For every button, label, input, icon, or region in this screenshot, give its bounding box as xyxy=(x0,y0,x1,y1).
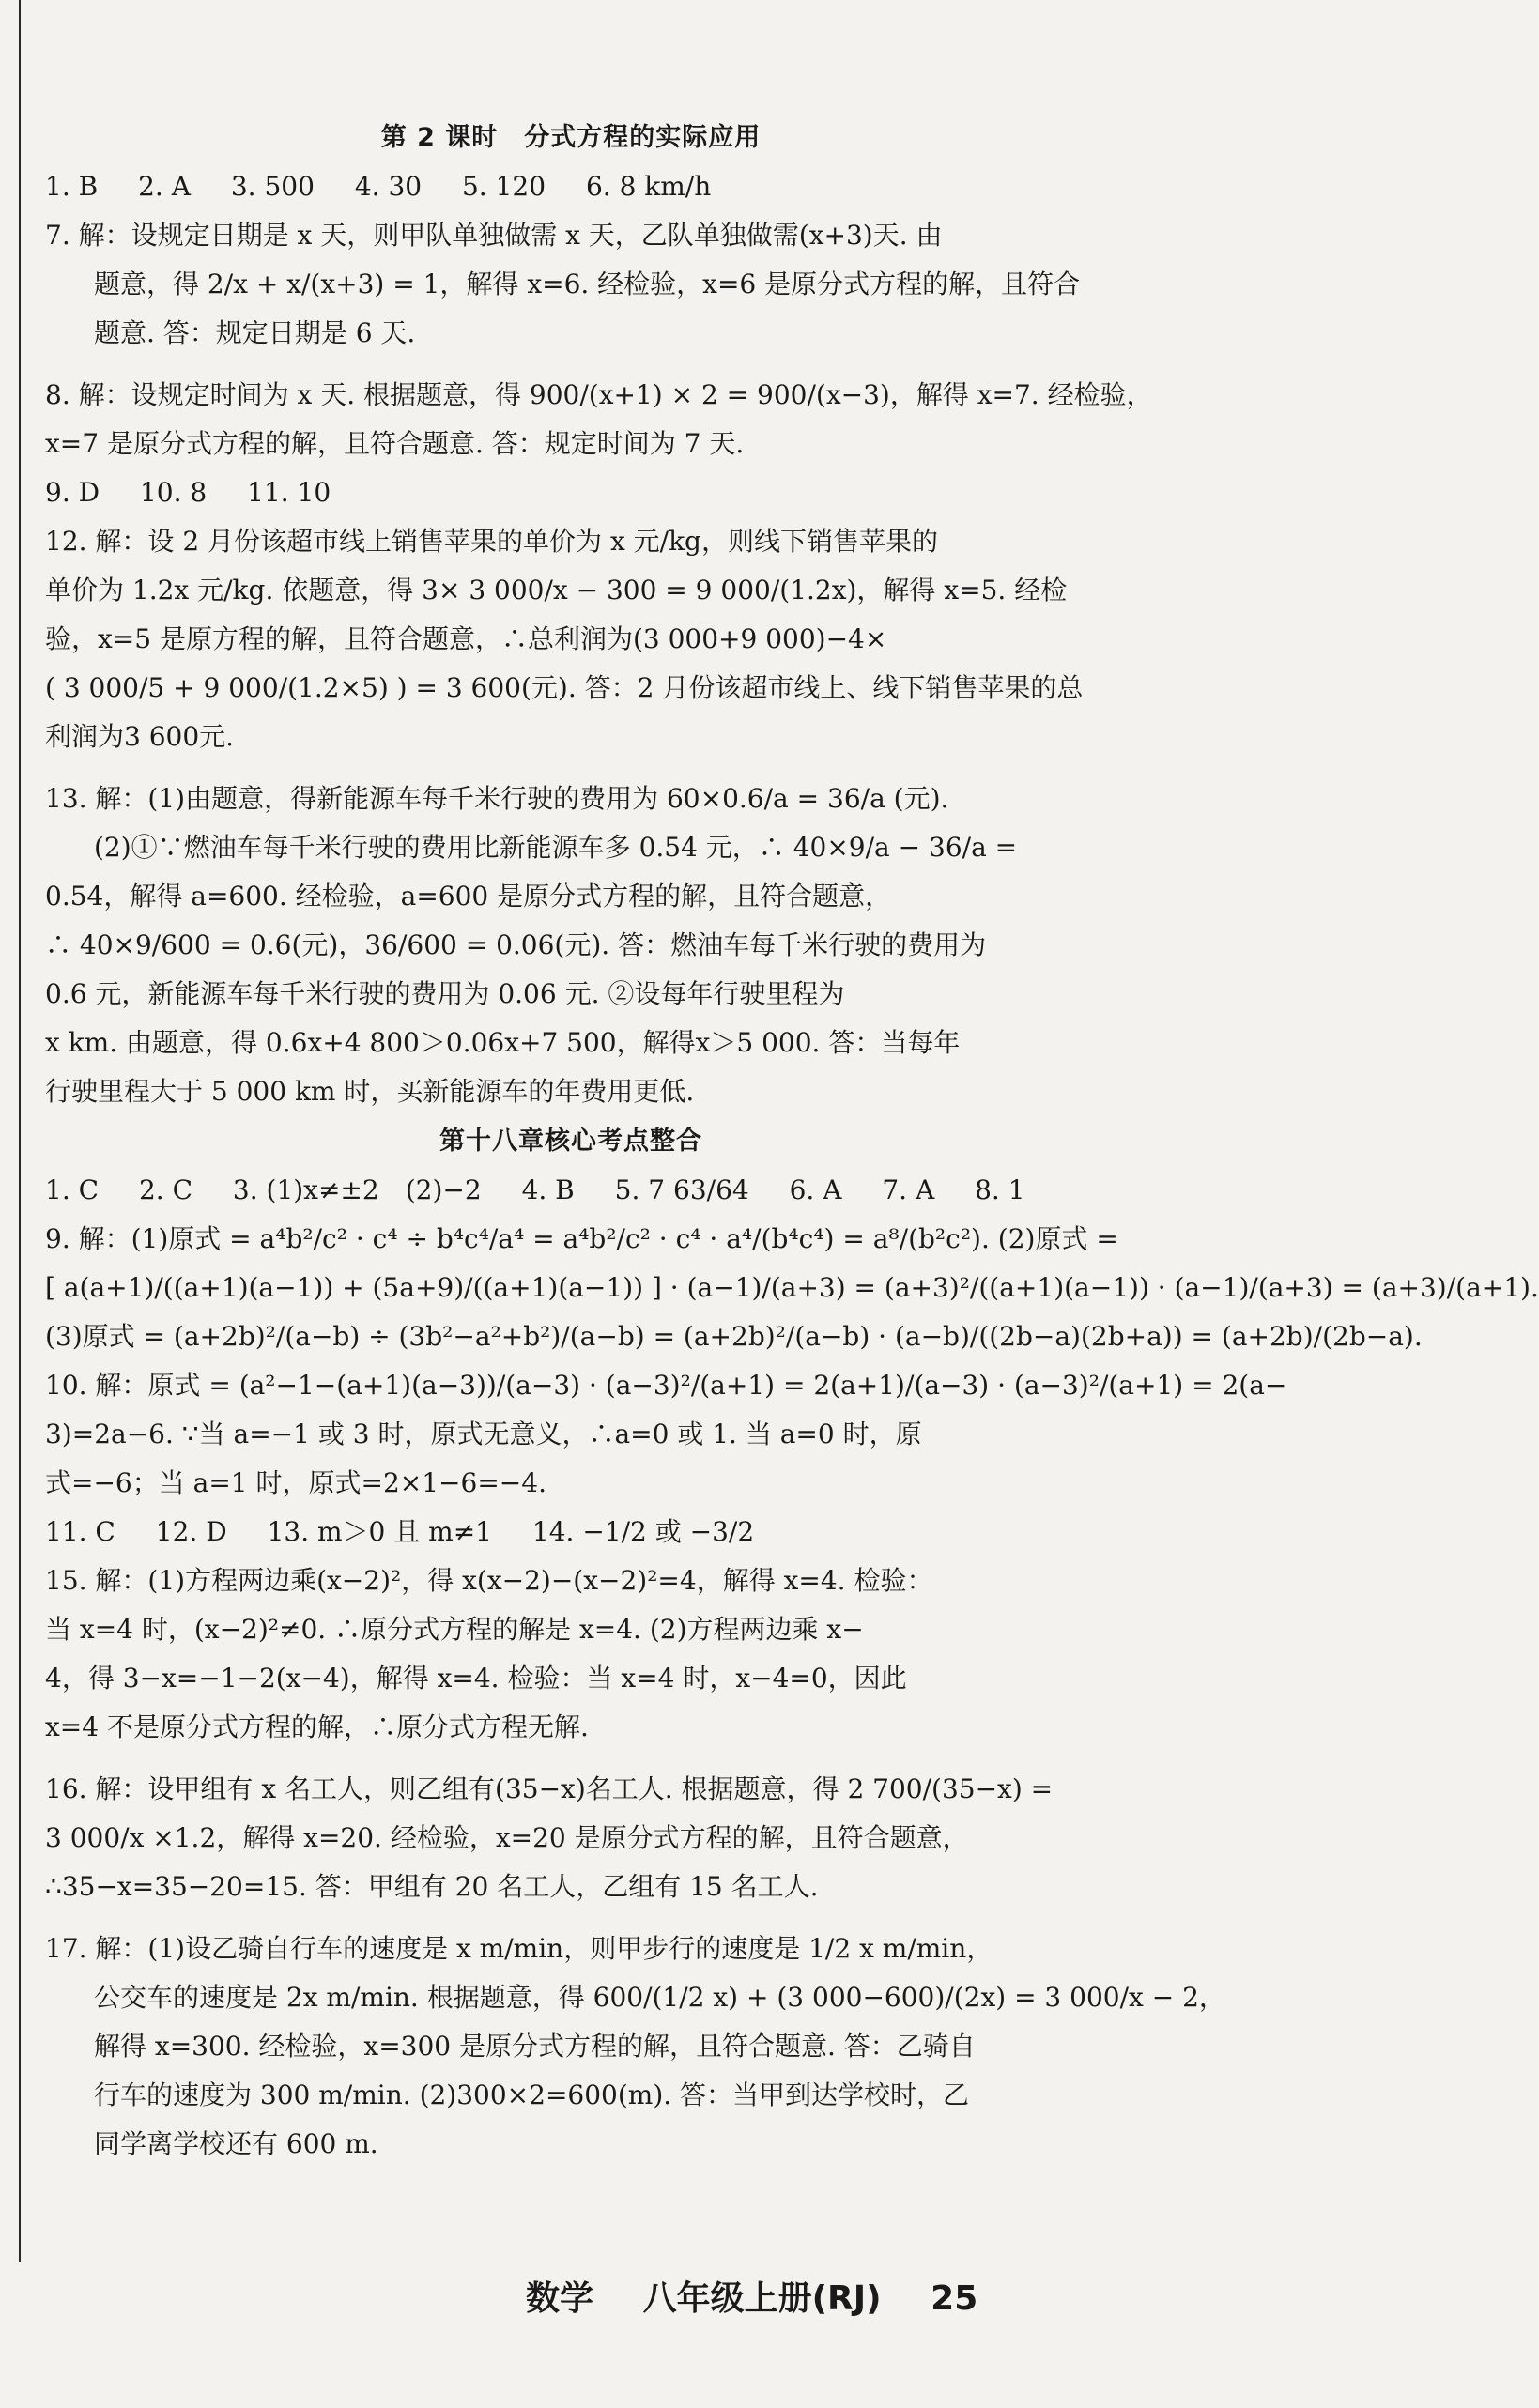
page-number: 25 xyxy=(931,2279,978,2318)
answer-content xyxy=(45,113,1539,2169)
short-answers-row-3: 1. C 2. C 3. (1)x≠±2 (2)−2 4. B 5. 7 63/64 6. A 7. A 8. 1 xyxy=(45,1174,1025,1205)
section-title-2: 第十八章核心考点整合 xyxy=(439,1127,702,1156)
answer-4: 4. 30 xyxy=(354,171,423,202)
short-answers-row-4: 11. C 12. D 13. m＞0 且 m≠1 14. −1/2 或 −3/2 xyxy=(45,1516,755,1547)
answer-11: 11. 10 xyxy=(247,477,331,508)
question-17: 17. 解：(1)设乙骑自行车的速度是 x m/min，则甲步行的速度是 1/2 x m/min， 公交车的速度是 2x m/min. 根据题意，得 600/(1/2 x) + (3 000−600)/(2x) = 3 000/x − 2， 解得 x=300. 经检验，x=300 是原分式方程的解，且符合题意. 答：乙骑自 行车的速度为 300 m/min. (2)300×2=600(m). 答：当甲到达学校时，乙 同学离学校还有 600 m. xyxy=(45,1933,1225,2159)
answer-6: 6. 8 km/h xyxy=(585,171,712,202)
question-15: 15. 解：(1)方程两边乘(x−2)²，得 x(x−2)−(x−2)²=4，解得 x=4. 检验： 当 x=4 时，(x−2)²≠0. ∴原分式方程的解是 x=4. (2)方程两边乘 x− 4，得 3−x=−1−2(x−4)，解得 x=4. 检验：当 x=4 时，x−4=0，因此 x=4 不是原分式方程的解，∴原分式方程无解. xyxy=(45,1565,933,1742)
margin-rule xyxy=(19,0,21,2262)
question-9: 9. 解：(1)原式 = a⁴b²/c² · c⁴ ÷ b⁴c⁴/a⁴ = a⁴b²/c² · c⁴ · a⁴/(b⁴c⁴) = a⁸/(b²c²). (2)原式 = [ a(a+1)/((a+1)(a−1)) + (5a+9)/((a+1)(a−1)) ] · (a−1)/(a+3) = (a+3)²/((a+1)(a−1)) · (a−1)/(a+3) = (a+3)/(a+1). (3)原式 = (a+2b)²/(a−b) ÷ (3b²−a²+b²)/(a−b) = (a+2b)²/(a−b) · (a−b)/((2b−a)(2b+a)) = (a+2b)/(2b−a). xyxy=(45,1223,1539,1352)
short-answers-row-1 xyxy=(45,162,1097,211)
answer-9: 9. D xyxy=(45,477,100,508)
question-8: 8. 解：设规定时间为 x 天. 根据题意，得 900/(x+1) × 2 = 900/(x−3)，解得 x=7. 经检验， x=7 是原分式方程的解，且符合题意. 答：规定时间为 7 天. xyxy=(45,379,1153,459)
question-10: 10. 解：原式 = (a²−1−(a+1)(a−3))/(a−3) · (a−3)²/(a+1) = 2(a+1)/(a−3) · (a−3)²/(a+1) = 2(a− 3)=2a−6. ∵当 a=−1 或 3 时，原式无意义，∴a=0 或 1. 当 a=0 时，原 式=−6；当 a=1 时，原式=2×1−6=−4. xyxy=(45,1370,1287,1498)
footer-subject: 数学 xyxy=(526,2279,594,2318)
answer-1: 1. B xyxy=(45,171,99,202)
question-13: 13. 解：(1)由题意，得新能源车每千米行驶的费用为 60×0.6/a = 36/a (元). (2)①∵燃油车每千米行驶的费用比新能源车多 0.54 元，∴ 40×9/a − 36/a = 0.54，解得 a=600. 经检验，a=600 是原分式方程的解，且符合题意， ∴ 40×9/600 = 0.6(元)，36/600 = 0.06(元). 答：燃油车每千米行驶的费用为 0.6 元，新能源车每千米行驶的费用为 0.06 元. ②设每年行驶里程为 x km. 由题意，得 0.6x+4 800＞0.06x+7 500，解得x＞5 000. 答：当每年 行驶里程大于 5 000 km 时，买新能源车的年费用更低. xyxy=(45,783,1018,1107)
question-7: 7. 解：设规定日期是 x 天，则甲队单独做需 x 天，乙队单独做需(x+3)天. 由 题意，得 2/x + x/(x+3) = 1，解得 x=6. 经检验，x=6 是原分式方程的解，且符合 题意. 答：规定日期是 6 天. xyxy=(45,220,1081,348)
answer-10: 10. 8 xyxy=(139,477,208,508)
short-answers-row-2 xyxy=(45,468,1097,517)
question-12: 12. 解：设 2 月份该超市线上销售苹果的单价为 x 元/kg，则线下销售苹果的 单价为 1.2x 元/kg. 依题意，得 3× 3 000/x − 300 = 9 000/(1.2x)，解得 x=5. 经检 验，x=5 是原方程的解，且符合题意，∴总利润为(3 000+9 000)−4× ( 3 000/5 + 9 000/(1.2×5) ) = 3 600(元). 答：2 月份该超市线上、线下销售苹果的总 利润为3 600元. xyxy=(45,526,1084,752)
section-title-1: 第 2 课时 分式方程的实际应用 xyxy=(380,123,762,152)
page-footer xyxy=(526,2272,977,2320)
answer-5: 5. 120 xyxy=(461,171,546,202)
answer-2: 2. A xyxy=(138,171,191,202)
question-16: 16. 解：设甲组有 x 名工人，则乙组有(35−x)名工人. 根据题意，得 2 700/(35−x) = 3 000/x ×1.2，解得 x=20. 经检验，x=20 是原分式方程的解，且符合题意， ∴35−x=35−20=15. 答：甲组有 20 名工人，乙组有 15 名工人. xyxy=(45,1773,1054,1902)
answer-3: 3. 500 xyxy=(230,171,315,202)
footer-grade: 八年级上册(RJ) xyxy=(642,2279,882,2318)
